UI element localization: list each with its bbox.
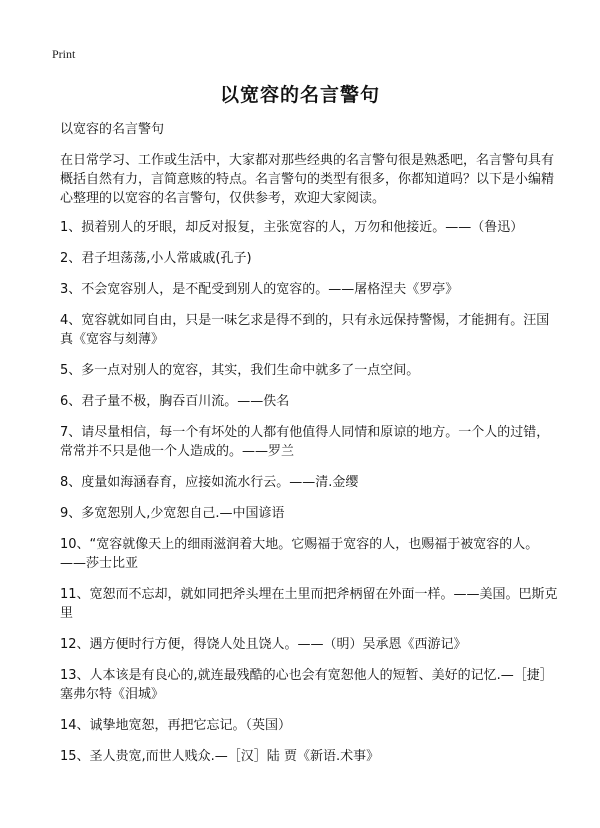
quote-item: 14、诚挚地宽恕，再把它忘记。（英国）: [60, 718, 292, 733]
quote-item: 1、损着别人的牙眼，却反对报复，主张宽容的人，万勿和他接近。——（鲁迅）: [60, 220, 524, 235]
page-title: 以宽容的名言警句: [219, 84, 380, 106]
quote-item: 11、宽恕而不忘却，就如同把斧头埋在土里而把斧柄留在外面一样。——美国。巴斯克里: [60, 587, 558, 621]
quote-item: 5、多一点对别人的宽容，其实，我们生命中就多了一点空间。: [60, 363, 420, 378]
quote-item: 6、君子量不极，胸吞百川流。——佚名: [60, 394, 290, 409]
intro-paragraph: 在日常学习、工作或生活中，大家都对那些经典的名言警句很是熟悉吧，名言警句具有概括自然有力，言简意赅的特点。名言警句的类型有很多，你都知道吗？以下是小编精心整理的以宽容的名言警句，仅供参考，欢迎大家阅读。: [60, 153, 555, 206]
print-label: Print: [52, 47, 76, 61]
quote-item: 15、圣人贵宽,而世人贱众.—［汉］陆 贾《新语.术事》: [60, 749, 380, 764]
document-subtitle: 以宽容的名言警句: [60, 122, 165, 137]
document-body: [60, 120, 560, 778]
quote-item: 7、请尽量相信，每一个有坏处的人都有他值得人同情和原谅的地方。一个人的过错，常常并不只是他一个人造成的。——罗兰: [60, 425, 550, 459]
quote-item: 3、不会宽容别人，是不配受到别人的宽容的。——屠格涅夫《罗亭》: [60, 282, 459, 297]
quote-item: 9、多宽恕别人,少宽恕自己.—中国谚语: [60, 506, 285, 521]
quote-item: 8、度量如海涵春育，应接如流水行云。——清.金缨: [60, 475, 359, 490]
quote-item: 13、人本该是有良心的,就连最残酷的心也会有宽恕他人的短暂、美好的记忆.—［捷］塞弗尔特《泪城》: [60, 668, 553, 702]
quote-item: 10、“宽容就像天上的细雨滋润着大地。它赐福于宽容的人，也赐福于被宽容的人。——莎士比亚: [60, 537, 539, 571]
quote-item: 4、宽容就如同自由，只是一味乞求是得不到的，只有永远保持警惕，才能拥有。汪国真《宽容与刻薄》: [60, 313, 550, 347]
quote-item: 12、遇方便时行方便，得饶人处且饶人。——（明）吴承恩《西游记》: [60, 637, 467, 652]
quote-item: 2、君子坦荡荡,小人常戚戚(孔子): [60, 251, 252, 266]
